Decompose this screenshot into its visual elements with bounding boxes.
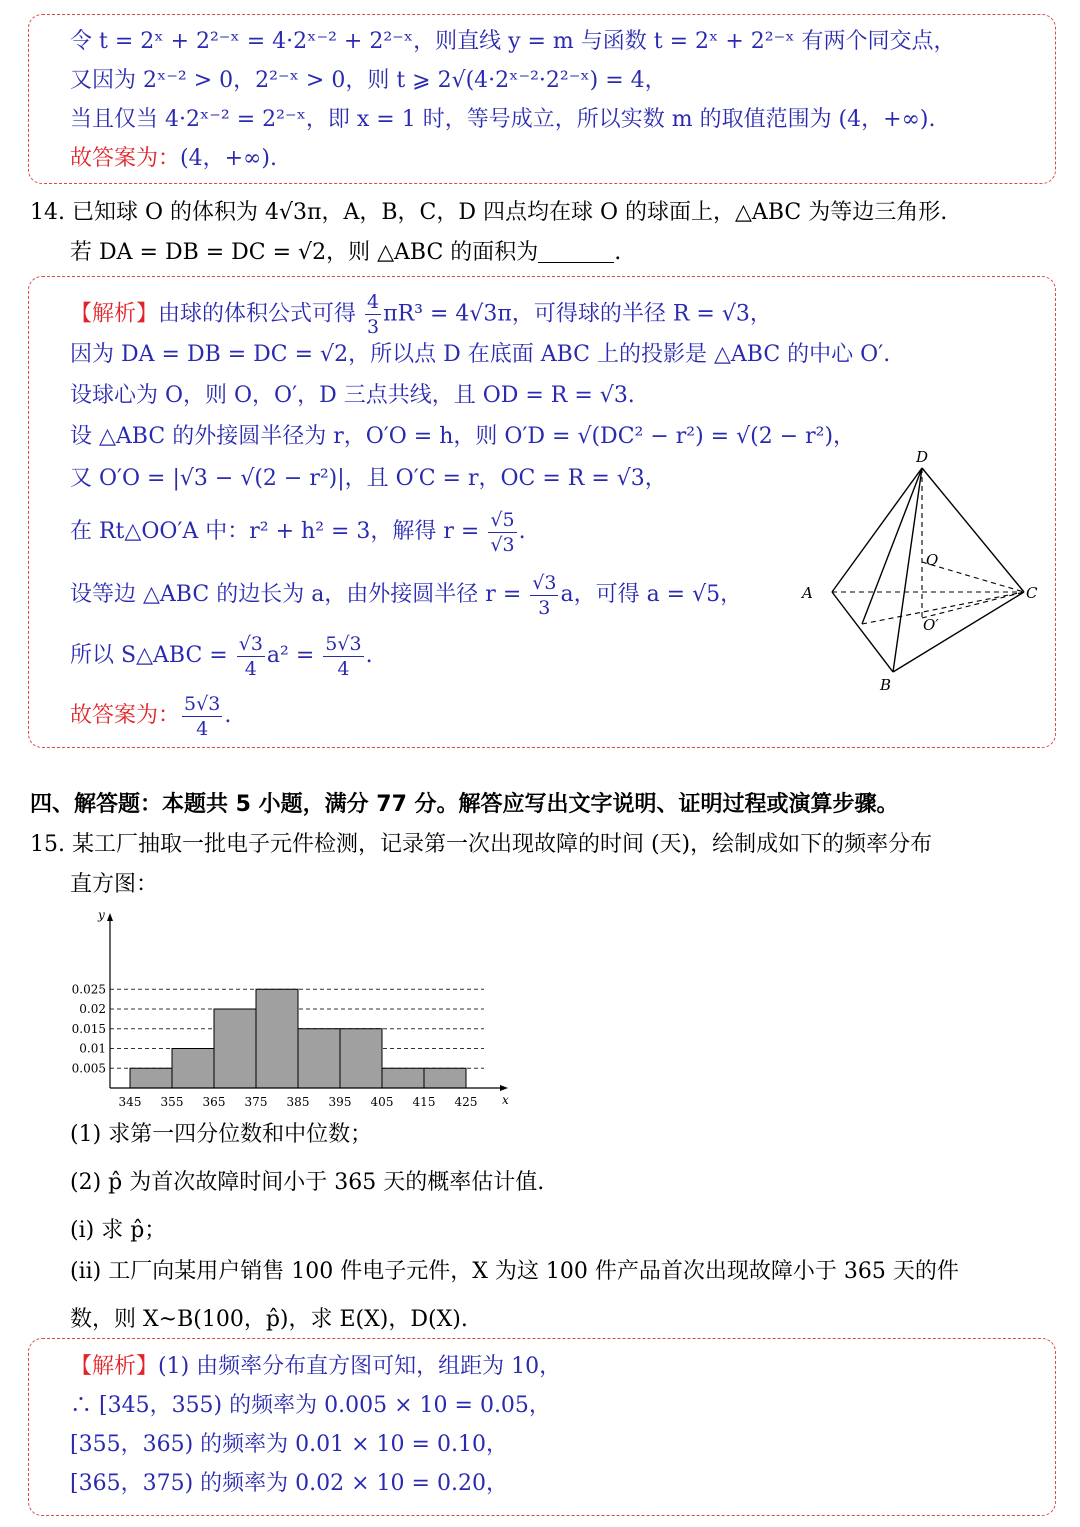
question-15-part-2ii-cont: 数，则 X~B(100，p̂)，求 E(X)，D(X).: [70, 1307, 468, 1332]
question-15-part-2ii: (ii) 工厂向某用户销售 100 件电子元件，X 为这 100 件产品首次出现故障小于 365 天的件: [70, 1259, 959, 1284]
solution-14-line-7: [70, 569, 742, 621]
solution-14-l1b: πR³ = 4√3π，可得球的半径 R = √3，: [383, 301, 772, 327]
edge-D-mid: [862, 468, 922, 624]
analysis-label: 【解析】: [70, 1354, 159, 1379]
label-C: C: [1026, 584, 1038, 602]
solution-14-line-5: 又 O′O = |√3 − √(2 − r²)|，且 O′C = r，OC = R = √3，: [70, 466, 667, 491]
y-axis-arrow: [107, 913, 113, 921]
solution-14-l6a: 在 Rt△OO′A 中：r² + h² = 3，解得 r =: [70, 519, 480, 544]
solution-14-answer: [70, 690, 231, 742]
answer-label: 故答案为：: [70, 146, 181, 171]
section-4-heading: 四、解答题：本题共 5 小题，满分 77 分。解答应写出文字说明、证明过程或演算步骤。: [30, 792, 899, 817]
edge-BC: [893, 592, 1024, 672]
question-15-line-1: 15. 某工厂抽取一批电子元件检测，记录第一次出现故障的时间 (天)，绘制成如下的频率分布: [30, 832, 933, 857]
solution-15-line-3: [355，365) 的频率为 0.01 × 10 = 0.10，: [70, 1432, 508, 1457]
solution-14-line-8: [70, 630, 373, 682]
answer-label: 故答案为：: [70, 703, 181, 728]
y-tick-label: 0.005: [71, 1061, 106, 1076]
label-D: D: [916, 448, 929, 466]
segment-median: [862, 592, 1024, 624]
y-tick-label: 0.01: [79, 1041, 106, 1056]
x-tick-label: 365: [202, 1095, 226, 1109]
question-14-text: 若 DA = DB = DC = √2，则 △ABC 的面积为: [70, 240, 539, 265]
x-tick-label: 345: [118, 1095, 142, 1109]
edge-DA: [832, 468, 922, 592]
x-axis-label: x: [502, 1093, 509, 1107]
edge-DC: [922, 468, 1024, 592]
edge-DB: [893, 468, 922, 672]
segment-Oprime-C: [922, 592, 1024, 618]
x-tick-label: 375: [244, 1095, 268, 1109]
frequency-histogram: [60, 905, 520, 1115]
fraction-sqrt3-3: $\frac{√3}{3}$: [532, 571, 557, 619]
y-axis-label: y: [98, 908, 105, 922]
tetrahedron-figure: [790, 440, 1050, 700]
label-Oprime: O′: [923, 616, 939, 634]
question-14-line-2: [70, 238, 621, 268]
question-15-part-2i: (i) 求 p̂；: [70, 1218, 167, 1243]
x-tick-label: 395: [328, 1095, 352, 1109]
solution-14-l8b: .: [365, 643, 373, 668]
solution-14-line-1: [70, 290, 772, 339]
x-tick-label: 415: [412, 1095, 436, 1109]
y-tick-label: 0.02: [79, 1002, 106, 1016]
x-tick-label: 355: [160, 1095, 184, 1109]
histogram-bar: [340, 1029, 382, 1088]
fraction-4-3: $\frac{4}{3}$: [367, 291, 380, 338]
question-15-part-2: (2) p̂ 为首次故障时间小于 365 天的概率估计值.: [70, 1170, 545, 1195]
x-tick-label: 385: [286, 1095, 310, 1109]
fraction-sqrt3-4: $\frac{√3}{4}$: [238, 632, 263, 680]
solution-14-l1a: 由球的体积公式可得: [158, 301, 357, 327]
answer-blank: [538, 240, 614, 263]
solution-13-line-1: 令 t = 2ˣ + 2²⁻ˣ = 4·2ˣ⁻² + 2²⁻ˣ，则直线 y = m 与函数 t = 2ˣ + 2²⁻ˣ 有两个同交点，: [70, 29, 956, 54]
solution-13-line-3: 当且仅当 4·2ˣ⁻² = 2²⁻ˣ，即 x = 1 时，等号成立，所以实数 m 的取值范围为 (4，+∞).: [70, 107, 936, 132]
y-tick-label: 0.015: [71, 1021, 106, 1036]
histogram-bar: [172, 1049, 214, 1089]
question-15-line-2: 直方图：: [70, 872, 159, 897]
solution-13-line-2: 又因为 2ˣ⁻² > 0，2²⁻ˣ > 0，则 t ⩾ 2√(4·2ˣ⁻²·2²⁻ˣ) = 4，: [70, 68, 667, 93]
answer-value: (4，+∞).: [180, 146, 277, 171]
solution-15-l1: (1) 由频率分布直方图可知，组距为 10，: [158, 1354, 562, 1379]
x-tick-label: 425: [454, 1095, 478, 1109]
label-O: O: [926, 551, 939, 569]
solution-14-l8a: 所以 S△ABC =: [70, 643, 228, 668]
question-14-line-1: 14. 已知球 O 的体积为 4√3π，A，B，C，D 四点均在球 O 的球面上，△ABC 为等边三角形.: [30, 200, 948, 225]
solution-14-line-3: 设球心为 O，则 O，O′，D 三点共线，且 OD = R = √3.: [70, 383, 635, 408]
answer-period: .: [224, 703, 232, 728]
solution-14-l6b: .: [518, 519, 526, 544]
x-axis-arrow: [500, 1085, 508, 1091]
question-15-part-1: (1) 求第一四分位数和中位数；: [70, 1122, 373, 1147]
solution-14-l7a: 设等边 △ABC 的边长为 a，由外接圆半径 r =: [70, 582, 522, 607]
solution-14-l7b: a，可得 a = √5，: [560, 582, 743, 607]
x-tick-label: 405: [370, 1095, 394, 1109]
label-A: A: [802, 584, 813, 602]
answer-fraction: $\frac{5√3}{4}$: [184, 692, 221, 740]
solution-13-answer: [70, 144, 277, 174]
histogram-bar: [214, 1009, 256, 1088]
histogram-bar: [424, 1068, 466, 1088]
question-14-period: .: [614, 240, 622, 265]
solution-14-line-6: [70, 506, 526, 558]
solution-15-line-2: ∴ [345，355) 的频率为 0.005 × 10 = 0.05，: [70, 1393, 551, 1418]
solution-14-line-2: 因为 DA = DB = DC = √2，所以点 D 在底面 ABC 上的投影是 △ABC 的中心 O′.: [70, 342, 891, 367]
solution-15-line-1: [70, 1352, 561, 1382]
solution-14-line-4: 设 △ABC 的外接圆半径为 r，O′O = h，则 O′D = √(DC² − r²) = √(2 − r²)，: [70, 424, 856, 449]
fraction-r: $\frac{√5}{√3}$: [490, 508, 515, 556]
solution-15-line-4: [365，375) 的频率为 0.02 × 10 = 0.20，: [70, 1471, 508, 1496]
histogram-bar: [256, 989, 298, 1088]
histogram-bar: [298, 1029, 340, 1088]
y-tick-label: 0.025: [71, 982, 106, 997]
histogram-bar: [382, 1068, 424, 1088]
analysis-label: 【解析】: [70, 301, 159, 327]
fraction-5sqrt3-4: $\frac{5√3}{4}$: [325, 632, 362, 680]
label-B: B: [880, 676, 892, 694]
solution-14-l8mid: a² =: [266, 643, 315, 668]
histogram-bar: [130, 1068, 172, 1088]
edge-AB: [832, 592, 893, 672]
